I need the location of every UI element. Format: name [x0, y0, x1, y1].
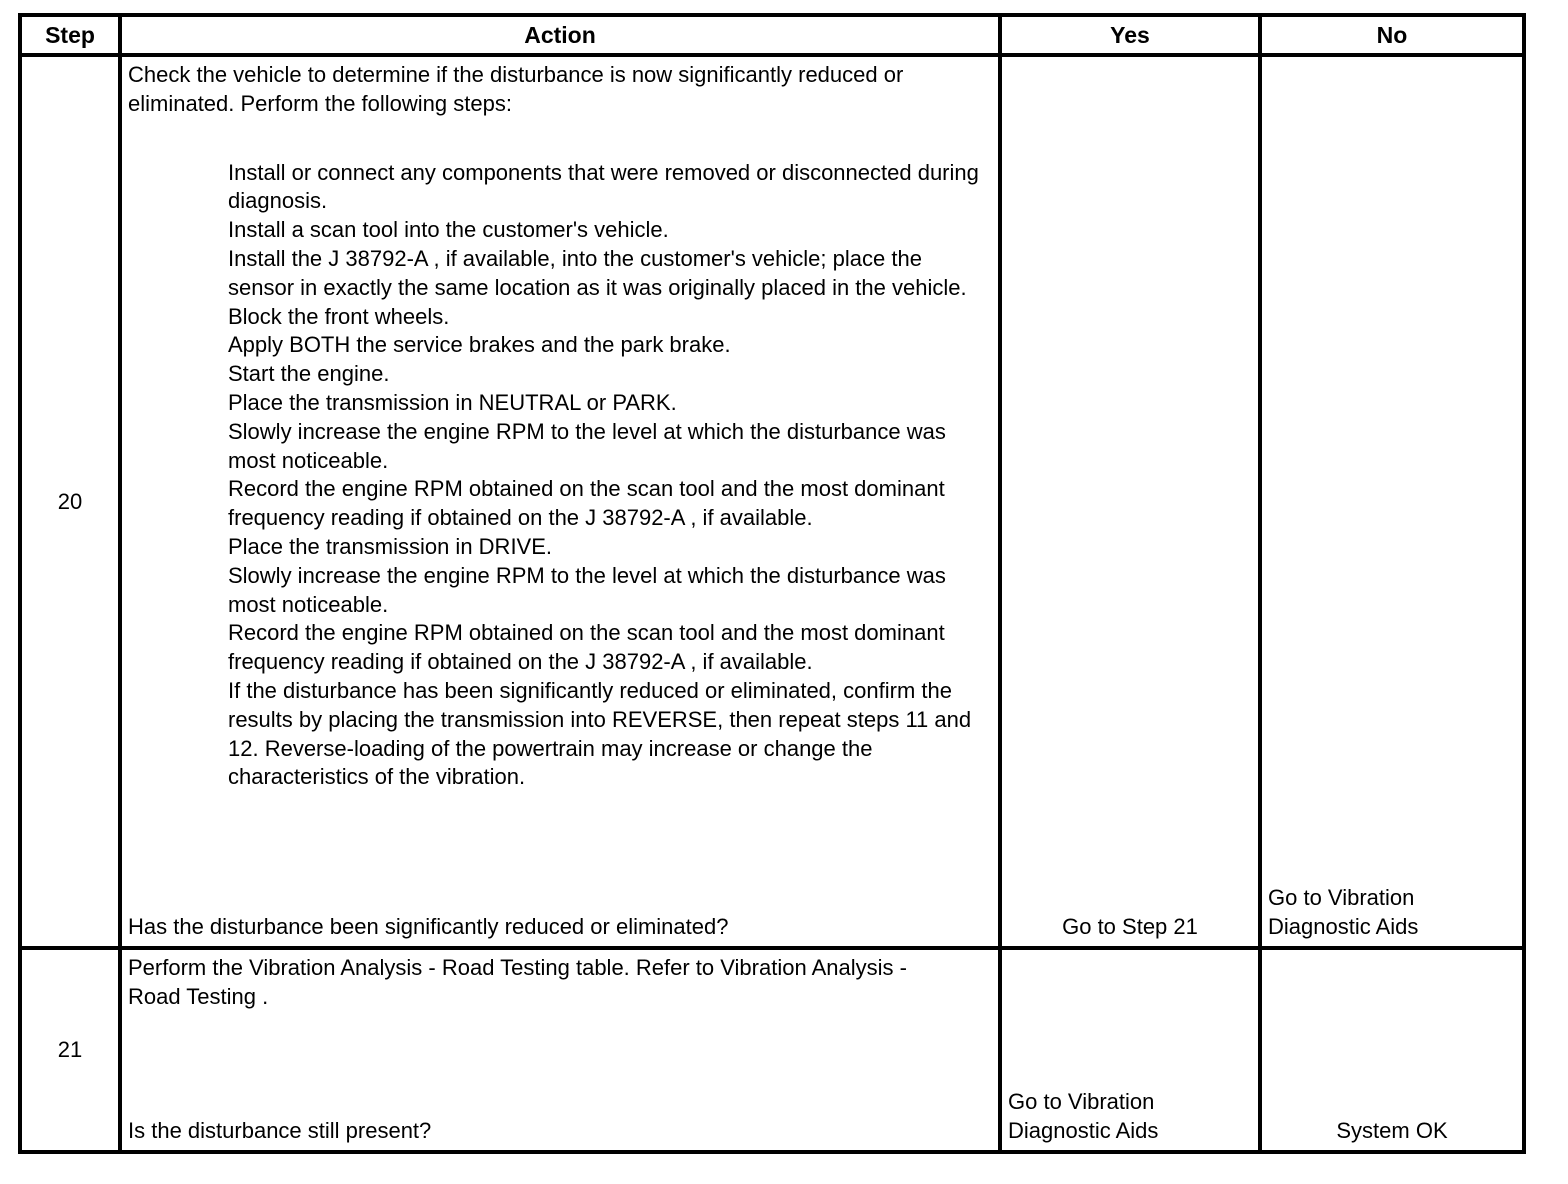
list-item: Install a scan tool into the customer's vehicle.	[228, 217, 669, 243]
action-question: Is the disturbance still present?	[128, 1118, 432, 1144]
header-step: Step	[20, 15, 120, 55]
step-number: 20	[20, 55, 120, 948]
action-cell	[120, 55, 1000, 948]
yes-result: Go to Step 21	[1062, 914, 1198, 940]
yes-cell	[1000, 55, 1260, 948]
no-cell	[1260, 948, 1524, 1152]
list-item: Block the front wheels.	[228, 303, 450, 329]
diagnostic-table	[18, 13, 1526, 1154]
list-item: Slowly increase the engine RPM to the level at which the disturbance was most noticeable.	[228, 418, 946, 473]
no-result: Go to Vibration Diagnostic Aids	[1268, 885, 1419, 940]
action-cell	[120, 948, 1000, 1152]
list-item: Apply BOTH the service brakes and the park brake.	[228, 332, 731, 358]
header-no: No	[1260, 15, 1524, 55]
table-row-step-20	[20, 55, 1524, 948]
list-item: Start the engine.	[228, 361, 390, 387]
header-row	[20, 15, 1524, 55]
action-steps-list	[128, 159, 992, 793]
list-item: If the disturbance has been significantly reduced or eliminated, confirm the results by placing the transmission into REVERSE, then repeat steps 11 and 12. Reverse-loading of the powertrain may increase or change the characteristics of the vibration.	[228, 677, 972, 790]
list-item: Place the transmission in NEUTRAL or PARK.	[228, 389, 677, 415]
no-cell	[1260, 55, 1524, 948]
list-item: Place the transmission in DRIVE.	[228, 533, 553, 559]
header-action: Action	[120, 15, 1000, 55]
yes-result: Go to Vibration Diagnostic Aids	[1008, 1089, 1159, 1144]
header-yes: Yes	[1000, 15, 1260, 55]
list-item: Install or connect any components that were removed or disconnected during diagnosis.	[228, 159, 979, 214]
list-item: Record the engine RPM obtained on the scan tool and the most dominant frequency reading if obtained on the J 38792-A , if available.	[228, 620, 945, 675]
yes-cell	[1000, 948, 1260, 1152]
no-result: System OK	[1336, 1118, 1448, 1144]
step-number: 21	[20, 948, 120, 1152]
table-row-step-21	[20, 948, 1524, 1152]
action-intro: Perform the Vibration Analysis - Road Testing table. Refer to Vibration Analysis - Road Testing .	[128, 955, 907, 1009]
list-item: Install the J 38792-A , if available, into the customer's vehicle; place the sensor in exactly the same location as it was originally placed in the vehicle.	[228, 245, 967, 300]
list-item: Record the engine RPM obtained on the scan tool and the most dominant frequency reading if obtained on the J 38792-A , if available.	[228, 476, 945, 531]
list-item: Slowly increase the engine RPM to the level at which the disturbance was most noticeable.	[228, 562, 946, 617]
action-intro: Check the vehicle to determine if the disturbance is now significantly reduced or eliminated. Perform the following steps:	[128, 62, 904, 116]
action-question: Has the disturbance been significantly reduced or eliminated?	[128, 914, 729, 940]
